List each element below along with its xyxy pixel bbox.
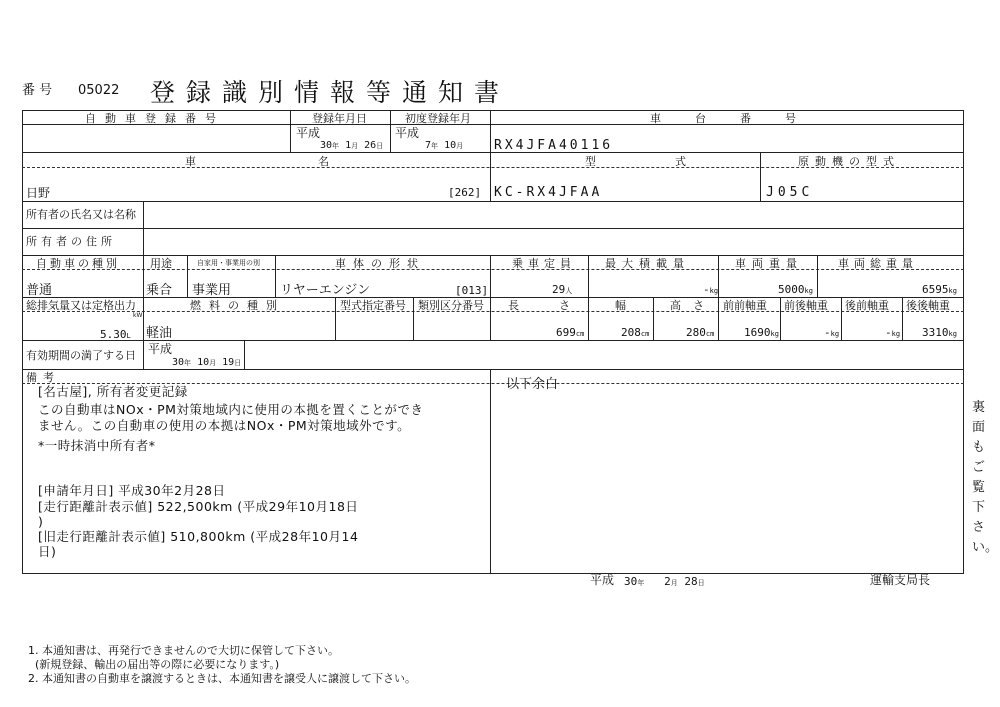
rr-label: 後後軸重 <box>906 299 950 312</box>
expiry-date <box>172 358 241 368</box>
length-label: 長さ <box>508 299 610 312</box>
footer-note-3: 2. 本通知書の自動車を譲渡するときは、本通知書を譲受人に譲渡して下さい。 <box>28 672 416 685</box>
first-reg-year-unit: 年 <box>431 142 439 150</box>
issuer-name: 運輸支局長 <box>870 573 931 587</box>
capacity-label: 乗車定員 <box>512 257 576 270</box>
use-value: 乗合 <box>146 283 173 298</box>
width-value <box>621 327 649 338</box>
first-reg-value <box>425 141 463 151</box>
model-label-1: 型 <box>585 155 596 168</box>
fr-value <box>824 327 839 338</box>
private-label: 自家用・事業用の別 <box>197 259 260 267</box>
maxload-unit: kg <box>709 287 719 295</box>
model-code: [262] <box>448 186 482 199</box>
width-number: 208 <box>621 326 641 339</box>
reg-day: 26 <box>364 140 377 151</box>
first-reg-era: 平成 <box>395 126 420 140</box>
type-spec-label: 型式指定番号 <box>340 299 406 312</box>
rf-label: 後前軸重 <box>845 299 889 312</box>
name-label-1: 車 <box>185 155 196 168</box>
kind-label: 自動車の種別 <box>36 257 120 270</box>
expiry-day-unit: 日 <box>234 359 242 367</box>
fr-unit: kg <box>830 330 840 338</box>
reg-year-unit: 年 <box>332 142 340 150</box>
reg-date-label: 登録年月日 <box>312 112 367 125</box>
remarks-line-5: *一時抹消中所有者* <box>38 438 156 453</box>
body-value: リヤーエンジン <box>280 283 371 298</box>
gross-unit: kg <box>948 287 957 295</box>
capacity-value <box>552 284 572 295</box>
width-label: 幅 <box>615 299 626 312</box>
disp-label: 総排気量又は定格出力 <box>26 299 136 312</box>
height-label: 高さ <box>670 299 716 312</box>
remarks-line-9: [走行距離計表示値] 522,500km (平成29年10月18日 <box>38 499 359 514</box>
first-reg-month: 10 <box>444 140 457 151</box>
disp-value <box>100 329 131 340</box>
remarks-line-12: 日) <box>38 544 57 559</box>
rf-value <box>885 327 900 338</box>
rr-number: 3310 <box>922 326 949 339</box>
remarks-right-text: 以下余白 <box>506 377 559 392</box>
model-label-2: 式 <box>675 155 686 168</box>
remarks-line-10: ) <box>38 514 44 529</box>
issue-day: 28 <box>684 575 698 588</box>
length-value <box>556 327 584 338</box>
reg-year: 30 <box>320 140 333 151</box>
body-code: [013] <box>455 284 489 297</box>
height-number: 280 <box>686 326 706 339</box>
remarks-line-3: ません。この自動車の使用の本拠はNOx・PM対策地域外です。 <box>38 418 411 433</box>
class-label: 類別区分番号 <box>418 299 484 312</box>
fr-number: - <box>824 326 831 339</box>
ff-number: 1690 <box>744 326 771 339</box>
issue-date <box>624 576 705 587</box>
capacity-unit: 人 <box>565 287 573 295</box>
first-reg-month-unit: 月 <box>456 142 464 150</box>
remarks-line-8: [申請年月日] 平成30年2月28日 <box>38 483 226 498</box>
chassis-value: RX4JFA40116 <box>494 138 614 153</box>
side-note: 裏面もご覧下さい。 <box>972 400 999 555</box>
first-reg-year: 7 <box>425 140 432 151</box>
fuel-label: 燃料の種別 <box>190 299 285 312</box>
issue-month: 2 <box>664 575 671 588</box>
length-number: 699 <box>556 326 576 339</box>
issue-year: 30 <box>624 575 638 588</box>
rr-value <box>922 327 957 338</box>
expiry-year-unit: 年 <box>184 359 192 367</box>
gross-value <box>922 284 957 295</box>
reg-day-unit: 日 <box>376 142 384 150</box>
first-reg-label: 初度登録年月 <box>405 112 471 125</box>
maxload-value <box>703 284 718 295</box>
reg-number-label: 自動車登録番号 <box>85 112 225 125</box>
engine-value: J05C <box>766 185 814 200</box>
reg-month-unit: 月 <box>351 142 359 150</box>
owner-name-label: 所有者の氏名又は名称 <box>26 208 136 221</box>
reg-era: 平成 <box>296 126 321 140</box>
model-value: KC-RX4JFAA <box>494 185 603 200</box>
footer-note-2: (新規登録、輸出の届出等の際に必要になります。) <box>28 658 280 671</box>
maxload-number: - <box>703 283 710 296</box>
footer-note-1: 1. 本通知書は、再発行できませんので大切に保管して下さい。 <box>28 644 339 657</box>
expiry-day: 19 <box>222 357 235 368</box>
name-value: 日野 <box>26 186 51 200</box>
expiry-era: 平成 <box>148 342 173 356</box>
reg-month: 1 <box>345 140 352 151</box>
rf-unit: kg <box>891 330 901 338</box>
expiry-month: 10 <box>197 357 210 368</box>
weight-value <box>778 284 813 295</box>
remarks-line-11: [旧走行距離計表示値] 510,800km (平成28年10月14 <box>38 529 359 544</box>
weight-label: 車両重量 <box>735 257 803 270</box>
disp-number: 5.30 <box>100 328 127 341</box>
expiry-year: 30 <box>172 357 185 368</box>
number-value: 05022 <box>78 83 120 98</box>
issue-day-unit: 日 <box>697 579 705 587</box>
fr-label: 前後軸重 <box>784 299 828 312</box>
rf-number: - <box>885 326 892 339</box>
issue-year-unit: 年 <box>637 579 645 587</box>
weight-number: 5000 <box>778 283 805 296</box>
reg-date-value <box>320 141 383 151</box>
height-value <box>686 327 714 338</box>
remarks-line-2: この自動車はNOx・PM対策地域内に使用の本拠を置くことができ <box>38 402 424 417</box>
body-label: 車体の形状 <box>335 257 425 270</box>
weight-unit: kg <box>804 287 813 295</box>
expiry-month-unit: 月 <box>209 359 217 367</box>
ff-value <box>744 327 779 338</box>
gross-label: 車両総重量 <box>838 257 918 270</box>
owner-address-label: 所有者の住所 <box>26 235 116 248</box>
width-unit: cm <box>640 330 650 338</box>
expiry-label: 有効期間の満了する日 <box>26 349 136 362</box>
page-title: 登録識別情報等通知書 <box>150 78 511 107</box>
length-unit: cm <box>575 330 585 338</box>
kind-value: 普通 <box>26 283 53 298</box>
engine-label: 原動機の型式 <box>798 155 900 168</box>
gross-number: 6595 <box>922 283 949 296</box>
remarks-label: 備考 <box>26 371 60 384</box>
use-label: 用途 <box>150 257 172 270</box>
height-unit: cm <box>705 330 715 338</box>
issue-month-unit: 月 <box>670 579 678 587</box>
name-label-2: 名 <box>318 155 329 168</box>
private-value: 事業用 <box>192 283 232 298</box>
ff-label: 前前軸重 <box>723 299 767 312</box>
capacity-number: 29 <box>552 283 566 296</box>
number-label: 番 号 <box>22 83 53 98</box>
fuel-value: 軽油 <box>146 326 173 341</box>
disp-unit2: L <box>126 332 131 340</box>
maxload-label: 最大積載量 <box>605 257 690 270</box>
rr-unit: kg <box>948 330 957 338</box>
issue-era: 平成 <box>590 573 615 587</box>
chassis-label: 車台番号 <box>650 112 830 125</box>
remarks-line-1: [名古屋], 所有者変更記録 <box>38 384 188 399</box>
ff-unit: kg <box>770 330 779 338</box>
disp-unit: kW <box>133 312 143 319</box>
